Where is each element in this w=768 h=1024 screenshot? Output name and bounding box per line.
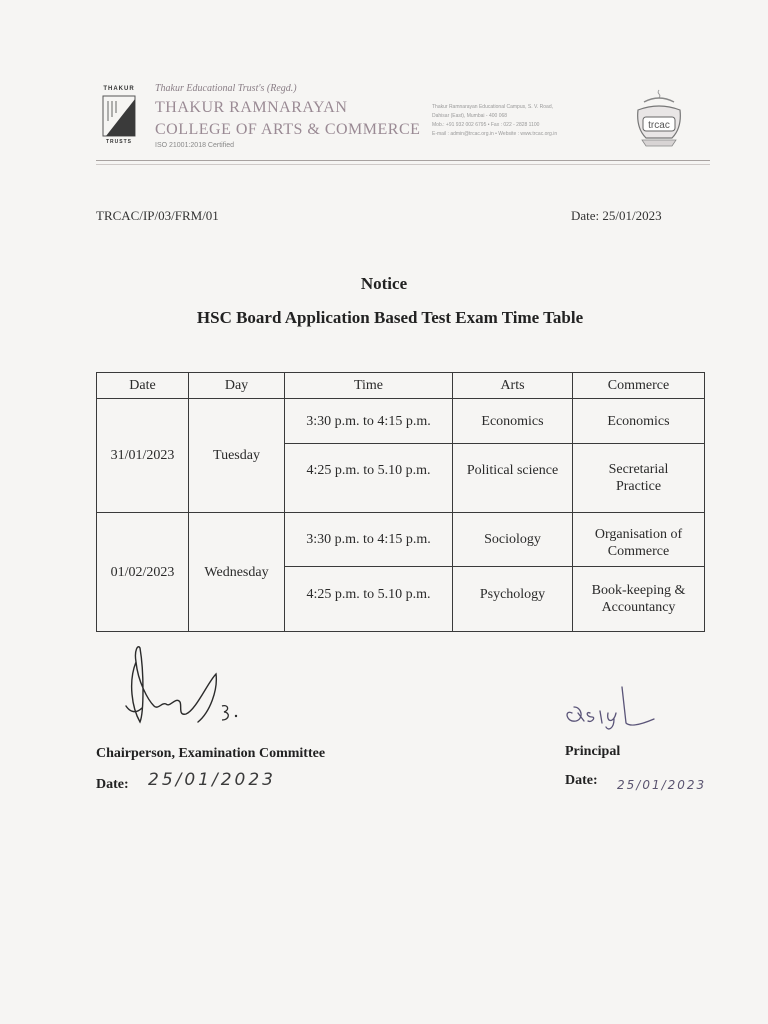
row-time: 3:30 p.m. to 4:15 p.m.	[306, 532, 431, 547]
principal-label: Principal	[565, 744, 621, 759]
commerce-subject-line: Secretarial	[608, 462, 669, 477]
header-commerce: Commerce	[607, 378, 670, 393]
document-title: HSC Board Application Based Test Exam Time Table	[196, 308, 584, 327]
principal-date-handwritten: 25/01/2023	[617, 778, 707, 792]
address-line: Mob.: +91 932 002 6795 • Fax : 022 - 2828 1100	[432, 122, 540, 128]
row-commerce-subject	[573, 577, 704, 621]
row-commerce-subject	[573, 522, 704, 564]
row-time: 4:25 p.m. to 5.10 p.m.	[306, 586, 431, 602]
exam-timetable	[96, 372, 705, 632]
row-time: 3:30 p.m. to 4:15 p.m.	[306, 413, 431, 429]
college-name-line1: THAKUR RAMNARAYAN	[155, 99, 348, 116]
principal-date-label: Date:	[565, 773, 598, 788]
group-day: Tuesday	[213, 448, 260, 463]
header-arts: Arts	[500, 378, 525, 393]
trust-logo	[98, 86, 140, 148]
logo-top-text: THAKUR	[103, 86, 135, 92]
college-address	[432, 103, 622, 139]
trust-line: Thakur Educational Trust's (Regd.)	[155, 83, 297, 94]
commerce-subject-line: Book-keeping &	[591, 583, 686, 598]
commerce-subject-line: Commerce	[607, 544, 670, 559]
commerce-subject-line: Accountancy	[601, 600, 676, 615]
address-line: Dahisar (East), Mumbai - 400 068	[432, 113, 508, 119]
chairperson-date-handwritten: 25/01/2023	[148, 770, 276, 790]
group-date: 31/01/2023	[110, 448, 175, 463]
iso-certification: ISO 21001:2018 Certified	[155, 142, 234, 149]
group-day: Wednesday	[204, 564, 269, 580]
principal-signature	[556, 683, 666, 733]
college-emblem-icon	[632, 88, 686, 150]
table-border	[704, 372, 705, 632]
header-date: Date	[129, 378, 156, 393]
address-line: E-mail : admin@trcac.org.in • Website : www.trcac.org.in	[432, 131, 558, 137]
row-time: 4:25 p.m. to 5.10 p.m.	[306, 462, 431, 478]
logo-bottom-text: TRUSTS	[106, 139, 132, 145]
row-commerce-subject	[573, 454, 704, 502]
reference-number: TRCAC/IP/03/FRM/01	[96, 208, 219, 223]
document-date: Date: 25/01/2023	[571, 208, 662, 223]
row-arts-subject: Political science	[466, 462, 559, 478]
logo-triangle-icon	[102, 95, 136, 137]
row-arts-subject: Psychology	[479, 586, 546, 602]
notice-heading: Notice	[360, 274, 408, 293]
college-name-line2: COLLEGE OF ARTS & COMMERCE	[155, 121, 421, 138]
row-commerce-subject: Economics	[607, 413, 670, 429]
chairperson-date-label: Date:	[96, 777, 129, 792]
commerce-subject-line: Practice	[615, 479, 662, 494]
header-day: Day	[224, 378, 249, 393]
header-time: Time	[353, 378, 384, 393]
commerce-subject-line: Organisation of	[594, 527, 683, 542]
letterhead-divider	[96, 160, 710, 161]
chairperson-label: Chairperson, Examination Committee	[96, 746, 326, 761]
group-date: 01/02/2023	[110, 564, 175, 580]
address-line: Thakur Ramnarayan Educational Campus, S. V. Road,	[432, 104, 553, 110]
row-arts-subject: Economics	[481, 413, 544, 429]
emblem-text: trcac	[648, 120, 670, 131]
chairperson-signature	[118, 642, 248, 732]
row-arts-subject: Sociology	[484, 532, 541, 547]
letterhead-divider-thin	[96, 164, 710, 165]
